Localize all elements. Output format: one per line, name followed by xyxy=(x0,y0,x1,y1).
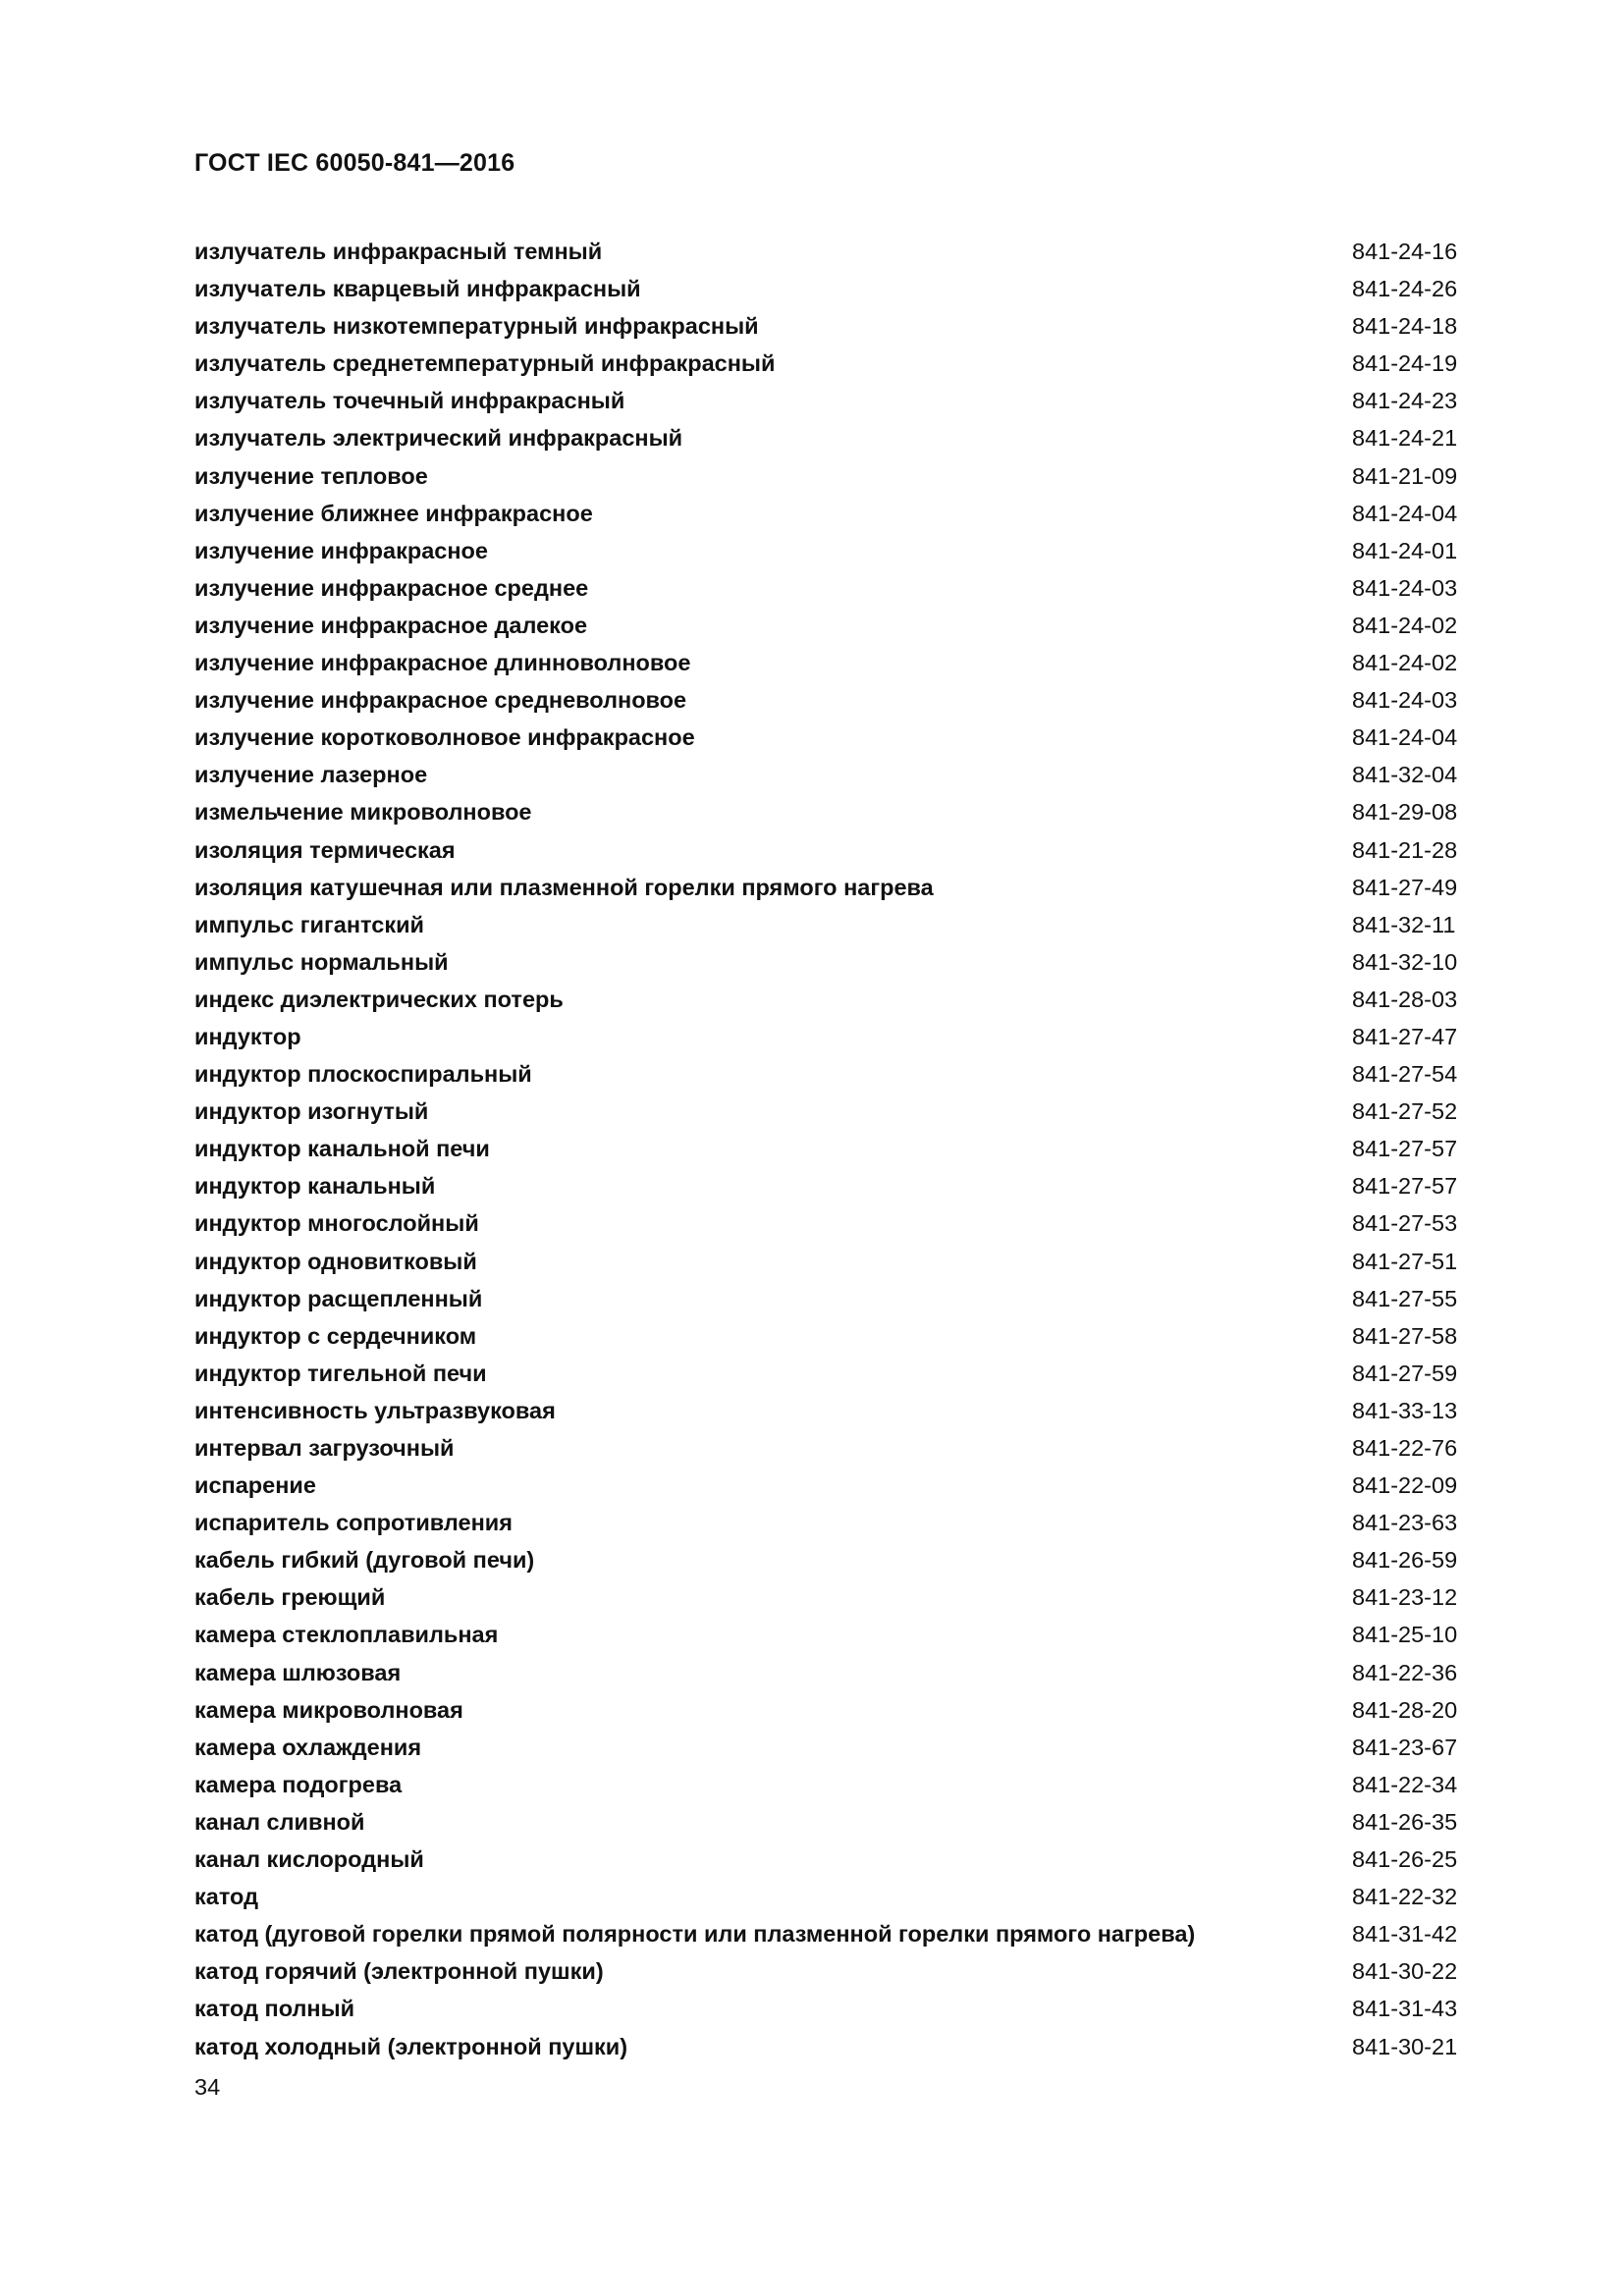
entry-term: индуктор канальной печи xyxy=(194,1136,490,1162)
entry-term: излучатель инфракрасный темный xyxy=(194,239,603,264)
entry-code: 841-27-54 xyxy=(1352,1061,1458,1088)
index-entry xyxy=(194,1317,1471,1355)
entry-term: катод xyxy=(194,1884,258,1910)
entry-term: излучение ближнее инфракрасное xyxy=(194,500,593,526)
entry-term: индуктор с сердечником xyxy=(194,1322,477,1349)
entry-term: катод полный xyxy=(194,1996,355,2022)
index-entry xyxy=(194,906,1471,943)
entry-term: испаритель сопротивления xyxy=(194,1510,513,1536)
index-entry xyxy=(194,1130,1471,1167)
entry-code: 841-24-16 xyxy=(1352,239,1458,264)
entry-term: измельчение микроволновое xyxy=(194,799,532,826)
entry-term: камера охлаждения xyxy=(194,1734,422,1760)
entry-code: 841-27-53 xyxy=(1352,1210,1458,1237)
entry-code: 841-33-13 xyxy=(1352,1397,1458,1423)
entry-term: канал сливной xyxy=(194,1808,365,1835)
index-entry xyxy=(194,345,1471,382)
entry-code: 841-23-67 xyxy=(1352,1734,1458,1760)
entry-code: 841-27-59 xyxy=(1352,1360,1458,1386)
index-entry xyxy=(194,607,1471,644)
index-entry xyxy=(194,1990,1471,2027)
entry-term: индуктор канальный xyxy=(194,1173,436,1200)
entry-code: 841-27-55 xyxy=(1352,1285,1458,1311)
entry-code: 841-24-21 xyxy=(1352,425,1458,452)
entry-code: 841-24-04 xyxy=(1352,724,1458,751)
index-entry xyxy=(194,569,1471,607)
entry-term: канал кислородный xyxy=(194,1846,424,1873)
index-entry xyxy=(194,1204,1471,1242)
index-entry xyxy=(194,644,1471,681)
index-entry xyxy=(194,307,1471,345)
entry-code: 841-30-22 xyxy=(1352,1958,1458,1985)
entry-term: индуктор тигельной печи xyxy=(194,1360,487,1386)
entry-term: индуктор многослойный xyxy=(194,1210,479,1237)
entry-term: излучатель электрический инфракрасный xyxy=(194,425,683,452)
index-entry xyxy=(194,2028,1471,2065)
index-entry xyxy=(194,981,1471,1018)
index-entry xyxy=(194,1243,1471,1280)
entry-code: 841-32-10 xyxy=(1352,948,1458,975)
entry-code: 841-24-18 xyxy=(1352,313,1458,340)
index-entry xyxy=(194,1952,1471,1990)
entry-term: индуктор изогнутый xyxy=(194,1098,429,1125)
entry-term: импульс гигантский xyxy=(194,911,424,937)
entry-code: 841-21-28 xyxy=(1352,836,1458,863)
entry-term: катод горячий (электронной пушки) xyxy=(194,1958,604,1985)
entry-code: 841-24-26 xyxy=(1352,276,1458,302)
entry-code: 841-31-43 xyxy=(1352,1996,1458,2022)
index-entry xyxy=(194,1093,1471,1130)
entry-code: 841-29-08 xyxy=(1352,799,1458,826)
entry-code: 841-26-59 xyxy=(1352,1547,1458,1574)
index-entry xyxy=(194,1392,1471,1429)
index-entry xyxy=(194,1915,1471,1952)
entry-term: излучатель низкотемпературный инфракрасный xyxy=(194,313,759,340)
page-title: ГОСТ IEC 60050-841—2016 xyxy=(194,149,515,177)
entry-term: излучение тепловое xyxy=(194,462,428,489)
index-entry xyxy=(194,457,1471,495)
entry-term: катод (дуговой горелки прямой полярности или плазменной горелки прямого нагрева) xyxy=(194,1921,1196,1948)
entry-term: кабель гибкий (дуговой печи) xyxy=(194,1547,535,1574)
index-entry xyxy=(194,1654,1471,1691)
entry-code: 841-27-49 xyxy=(1352,874,1458,900)
index-entry xyxy=(194,1280,1471,1317)
index-entry xyxy=(194,793,1471,830)
index-entry xyxy=(194,1429,1471,1467)
entry-code: 841-27-57 xyxy=(1352,1136,1458,1162)
index-entry xyxy=(194,1541,1471,1578)
index-entry xyxy=(194,233,1471,270)
entry-code: 841-24-02 xyxy=(1352,650,1458,676)
index-entry xyxy=(194,719,1471,756)
entry-code: 841-27-51 xyxy=(1352,1248,1458,1274)
index-entry xyxy=(194,419,1471,456)
index-entry xyxy=(194,382,1471,419)
entry-code: 841-26-35 xyxy=(1352,1808,1458,1835)
entry-term: изоляция термическая xyxy=(194,836,456,863)
index-entry xyxy=(194,1055,1471,1093)
entry-term: индуктор расщепленный xyxy=(194,1285,483,1311)
entry-code: 841-32-04 xyxy=(1352,762,1458,788)
entry-code: 841-27-52 xyxy=(1352,1098,1458,1125)
entry-code: 841-28-20 xyxy=(1352,1696,1458,1723)
entry-term: излучатель точечный инфракрасный xyxy=(194,388,625,414)
index-entry xyxy=(194,1691,1471,1729)
entry-term: индекс диэлектрических потерь xyxy=(194,986,564,1012)
entry-code: 841-27-47 xyxy=(1352,1023,1458,1049)
entry-code: 841-32-11 xyxy=(1352,911,1456,937)
entry-term: импульс нормальный xyxy=(194,948,449,975)
entry-term: интервал загрузочный xyxy=(194,1435,455,1461)
entry-term: камера шлюзовая xyxy=(194,1659,402,1685)
entry-code: 841-24-23 xyxy=(1352,388,1458,414)
entry-code: 841-27-57 xyxy=(1352,1173,1458,1200)
entry-code: 841-31-42 xyxy=(1352,1921,1458,1948)
entry-code: 841-21-09 xyxy=(1352,462,1458,489)
index-entry xyxy=(194,756,1471,793)
entry-term: излучатель кварцевый инфракрасный xyxy=(194,276,641,302)
index-entry xyxy=(194,831,1471,869)
entry-term: излучение инфракрасное далекое xyxy=(194,612,588,638)
entry-code: 841-28-03 xyxy=(1352,986,1458,1012)
index-entry xyxy=(194,532,1471,569)
entry-code: 841-27-58 xyxy=(1352,1322,1458,1349)
entry-code: 841-25-10 xyxy=(1352,1622,1458,1648)
entry-code: 841-22-09 xyxy=(1352,1472,1458,1499)
index-entry xyxy=(194,1504,1471,1541)
index-entry xyxy=(194,1167,1471,1204)
index-entry xyxy=(194,495,1471,532)
entry-term: индуктор xyxy=(194,1023,301,1049)
entry-term: камера стеклоплавильная xyxy=(194,1622,499,1648)
index-entry xyxy=(194,1616,1471,1653)
index-entry xyxy=(194,1729,1471,1766)
index-entry xyxy=(194,869,1471,906)
entry-term: камера подогрева xyxy=(194,1771,403,1797)
entry-code: 841-24-03 xyxy=(1352,687,1458,714)
index-entry xyxy=(194,1803,1471,1841)
entry-code: 841-23-12 xyxy=(1352,1584,1458,1611)
entry-term: излучатель среднетемпературный инфракрасный xyxy=(194,350,776,377)
index-entry xyxy=(194,1355,1471,1392)
entry-code: 841-22-32 xyxy=(1352,1884,1458,1910)
entry-term: индуктор плоскоспиральный xyxy=(194,1061,532,1088)
entry-code: 841-24-01 xyxy=(1352,537,1458,563)
entry-code: 841-23-63 xyxy=(1352,1510,1458,1536)
index-entry xyxy=(194,1766,1471,1803)
index-entry xyxy=(194,681,1471,719)
entry-term: катод холодный (электронной пушки) xyxy=(194,2033,628,2059)
entry-term: изоляция катушечная или плазменной горелки прямого нагрева xyxy=(194,874,934,900)
index-entry xyxy=(194,1878,1471,1915)
entry-code: 841-22-36 xyxy=(1352,1659,1458,1685)
entry-term: излучение лазерное xyxy=(194,762,428,788)
page-number: 34 xyxy=(194,2074,221,2100)
index-entry xyxy=(194,943,1471,981)
index-entry xyxy=(194,1841,1471,1878)
entry-term: камера микроволновая xyxy=(194,1696,463,1723)
entry-term: излучение инфракрасное среднее xyxy=(194,574,589,601)
index-entry xyxy=(194,1578,1471,1616)
entry-code: 841-24-02 xyxy=(1352,612,1458,638)
entry-code: 841-26-25 xyxy=(1352,1846,1458,1873)
index-entry xyxy=(194,1018,1471,1055)
entry-code: 841-24-04 xyxy=(1352,500,1458,526)
entry-code: 841-30-21 xyxy=(1352,2033,1458,2059)
entry-term: излучение инфракрасное средневолновое xyxy=(194,687,687,714)
entry-term: интенсивность ультразвуковая xyxy=(194,1397,556,1423)
index-entry xyxy=(194,1467,1471,1504)
entry-term: излучение инфракрасное длинноволновое xyxy=(194,650,691,676)
entry-code: 841-22-76 xyxy=(1352,1435,1458,1461)
entry-code: 841-22-34 xyxy=(1352,1771,1458,1797)
index-entry xyxy=(194,270,1471,307)
entry-term: индуктор одновитковый xyxy=(194,1248,477,1274)
entry-term: кабель греющий xyxy=(194,1584,386,1611)
term-index-list xyxy=(194,233,1471,2065)
entry-code: 841-24-19 xyxy=(1352,350,1458,377)
entry-term: излучение инфракрасное xyxy=(194,537,488,563)
entry-code: 841-24-03 xyxy=(1352,574,1458,601)
entry-term: излучение коротковолновое инфракрасное xyxy=(194,724,695,751)
entry-term: испарение xyxy=(194,1472,316,1499)
